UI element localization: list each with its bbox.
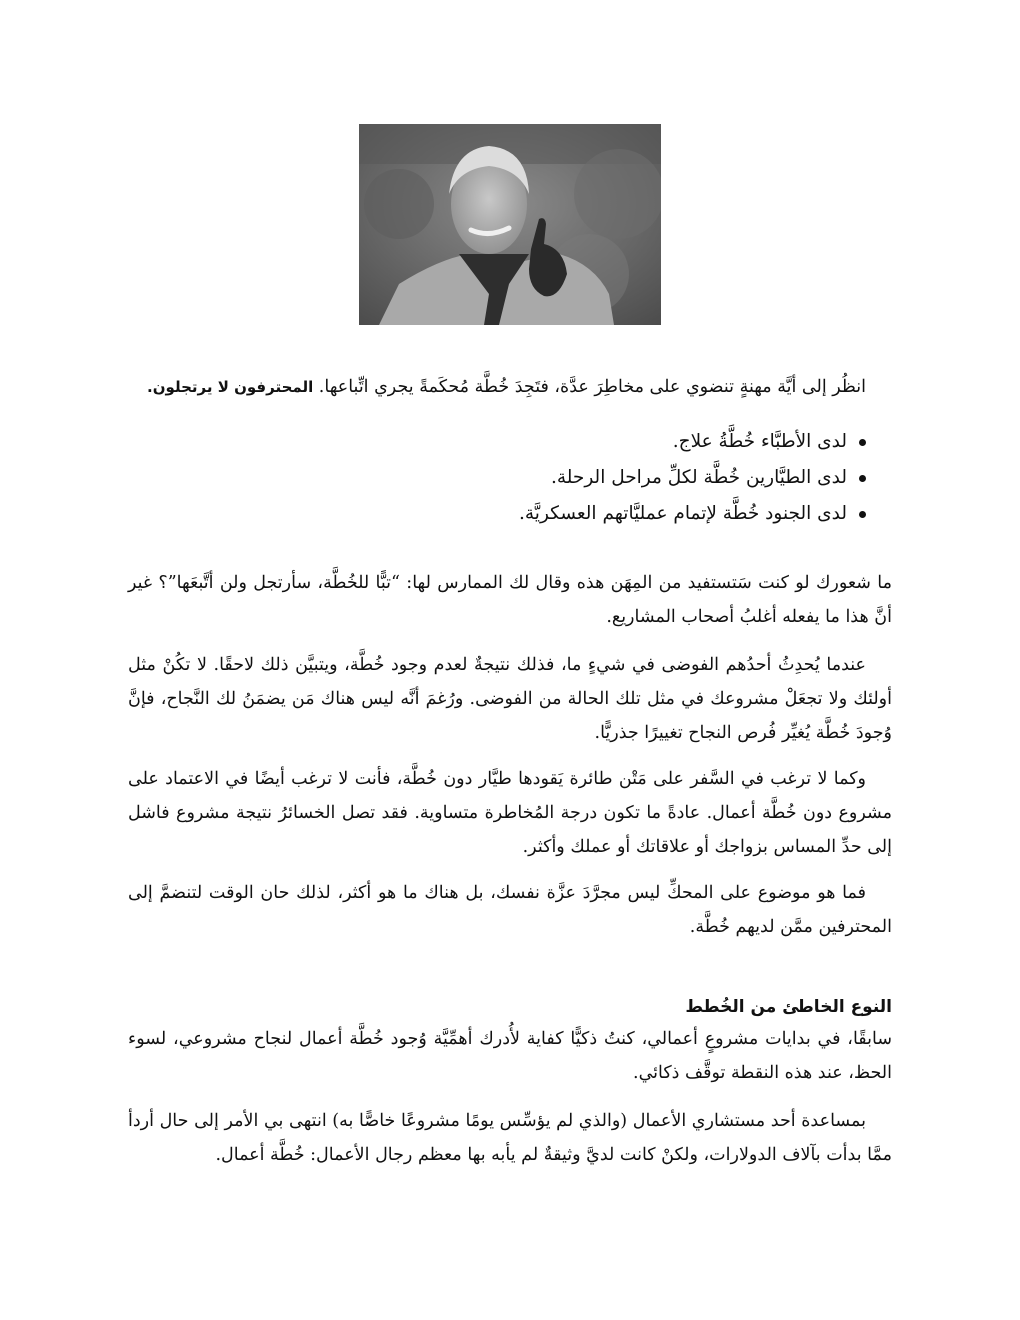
portrait-photo <box>359 124 661 325</box>
list-item: لدى الجنود خُطَّة لإتمام عمليَّاتهم العسكريَّة. <box>366 496 866 532</box>
portrait-image <box>359 124 661 325</box>
list-item: لدى الطيَّارين خُطَّة لكلِّ مراحل الرحلة. <box>366 460 866 496</box>
intro-text: انظُر إلى أيَّة مهنةٍ تنضوي على مخاطِرَ عدَّة، فتَجِدَ خُطَّة مُحكَمةً يجري اتِّباعها. <box>318 377 866 397</box>
list-item: لدى الأطبَّاء خُطَّةُ علاج. <box>366 424 866 460</box>
bullet-icon <box>859 439 866 446</box>
paragraph-consultant: بمساعدة أحد مستشاري الأعمال (والذي لم يؤسِّس يومًا مشروعًا خاصًّا به) انتهى بي الأمر إلى حال أردأ ممَّا بدأت بآلاف الدولارات، ولكنْ كانت لديَّ وثيقةٌ لم يأبه بها معظم رجال الأعمال: خُطَّة أعمال. <box>128 1111 892 1165</box>
paragraph-early-business: سابقًا، في بدايات مشروعٍ أعمالي، كنتُ ذكيًّا كفاية لأُدرك أهمِّيَّة وُجود خُطَّة أعمال لنجاح مشروعي، لسوء الحظ، عند هذه النقطة توقَّف ذكائي. <box>128 1029 892 1083</box>
paragraph-chaos: عندما يُحدِثُ أحدُهم الفوضى في شيءٍ ما، فذلك نتيجةٌ لعدم وجود خُطَّة، ويتبيَّن ذلك لاحقًا. لا تكُنْ مثل أولئك ولا تجعَلْ مشروعك في مثل تلك الحالة من الفوضى. ورُغمَ أنَّه ليس هناك مَن يضمَنُ لك النَّجاح، فإنَّ وُجودَ خُطَّة يُغيِّر فُرص النجاح تغييرًا جذريًّا. <box>128 655 892 743</box>
paragraph-improvise: ما شعورك لو كنت سَتستفيد من المِهَن هذه وقال لك الممارس لها: “تبًّا للخُطَّة، سأرتجل ولن أتَّبعَها”؟ غير أنَّ هذا ما يفعله أغلبُ أصحاب المشاريع. <box>128 573 892 627</box>
section-heading: النوع الخاطئ من الخُطط <box>685 997 892 1017</box>
intro-paragraph <box>147 372 866 402</box>
paragraph-join-pros: فما هو موضوع على المحكِّ ليس مجرَّدَ عزَّة نفسك، بل هناك ما هو أكثر، لذلك حان الوقت لتنضمَّ إلى المحترفين ممَّن لديهم خُطَّة. <box>128 883 892 937</box>
intro-bold-tail: المحترفون لا يرتجلون. <box>147 378 314 396</box>
cut-off-text-line <box>120 1195 900 1207</box>
paragraph-risk: وكما لا ترغب في السَّفر على مَتْن طائرة يَقودها طيَّار دون خُطَّة، فأنت لا ترغب أيضًا في الاعتماد على مشروع دون خُطَّة أعمال. عادةً ما تكون درجة المُخاطرة متساوية. فقد تصل الخسائرُ نتيجة مشروع فاشل إلى حدِّ المساس بزواجك أو علاقاتك أو عملك وأكثر. <box>128 769 892 857</box>
bullet-icon <box>859 511 866 518</box>
bullet-icon <box>859 475 866 482</box>
professions-list <box>366 424 866 532</box>
